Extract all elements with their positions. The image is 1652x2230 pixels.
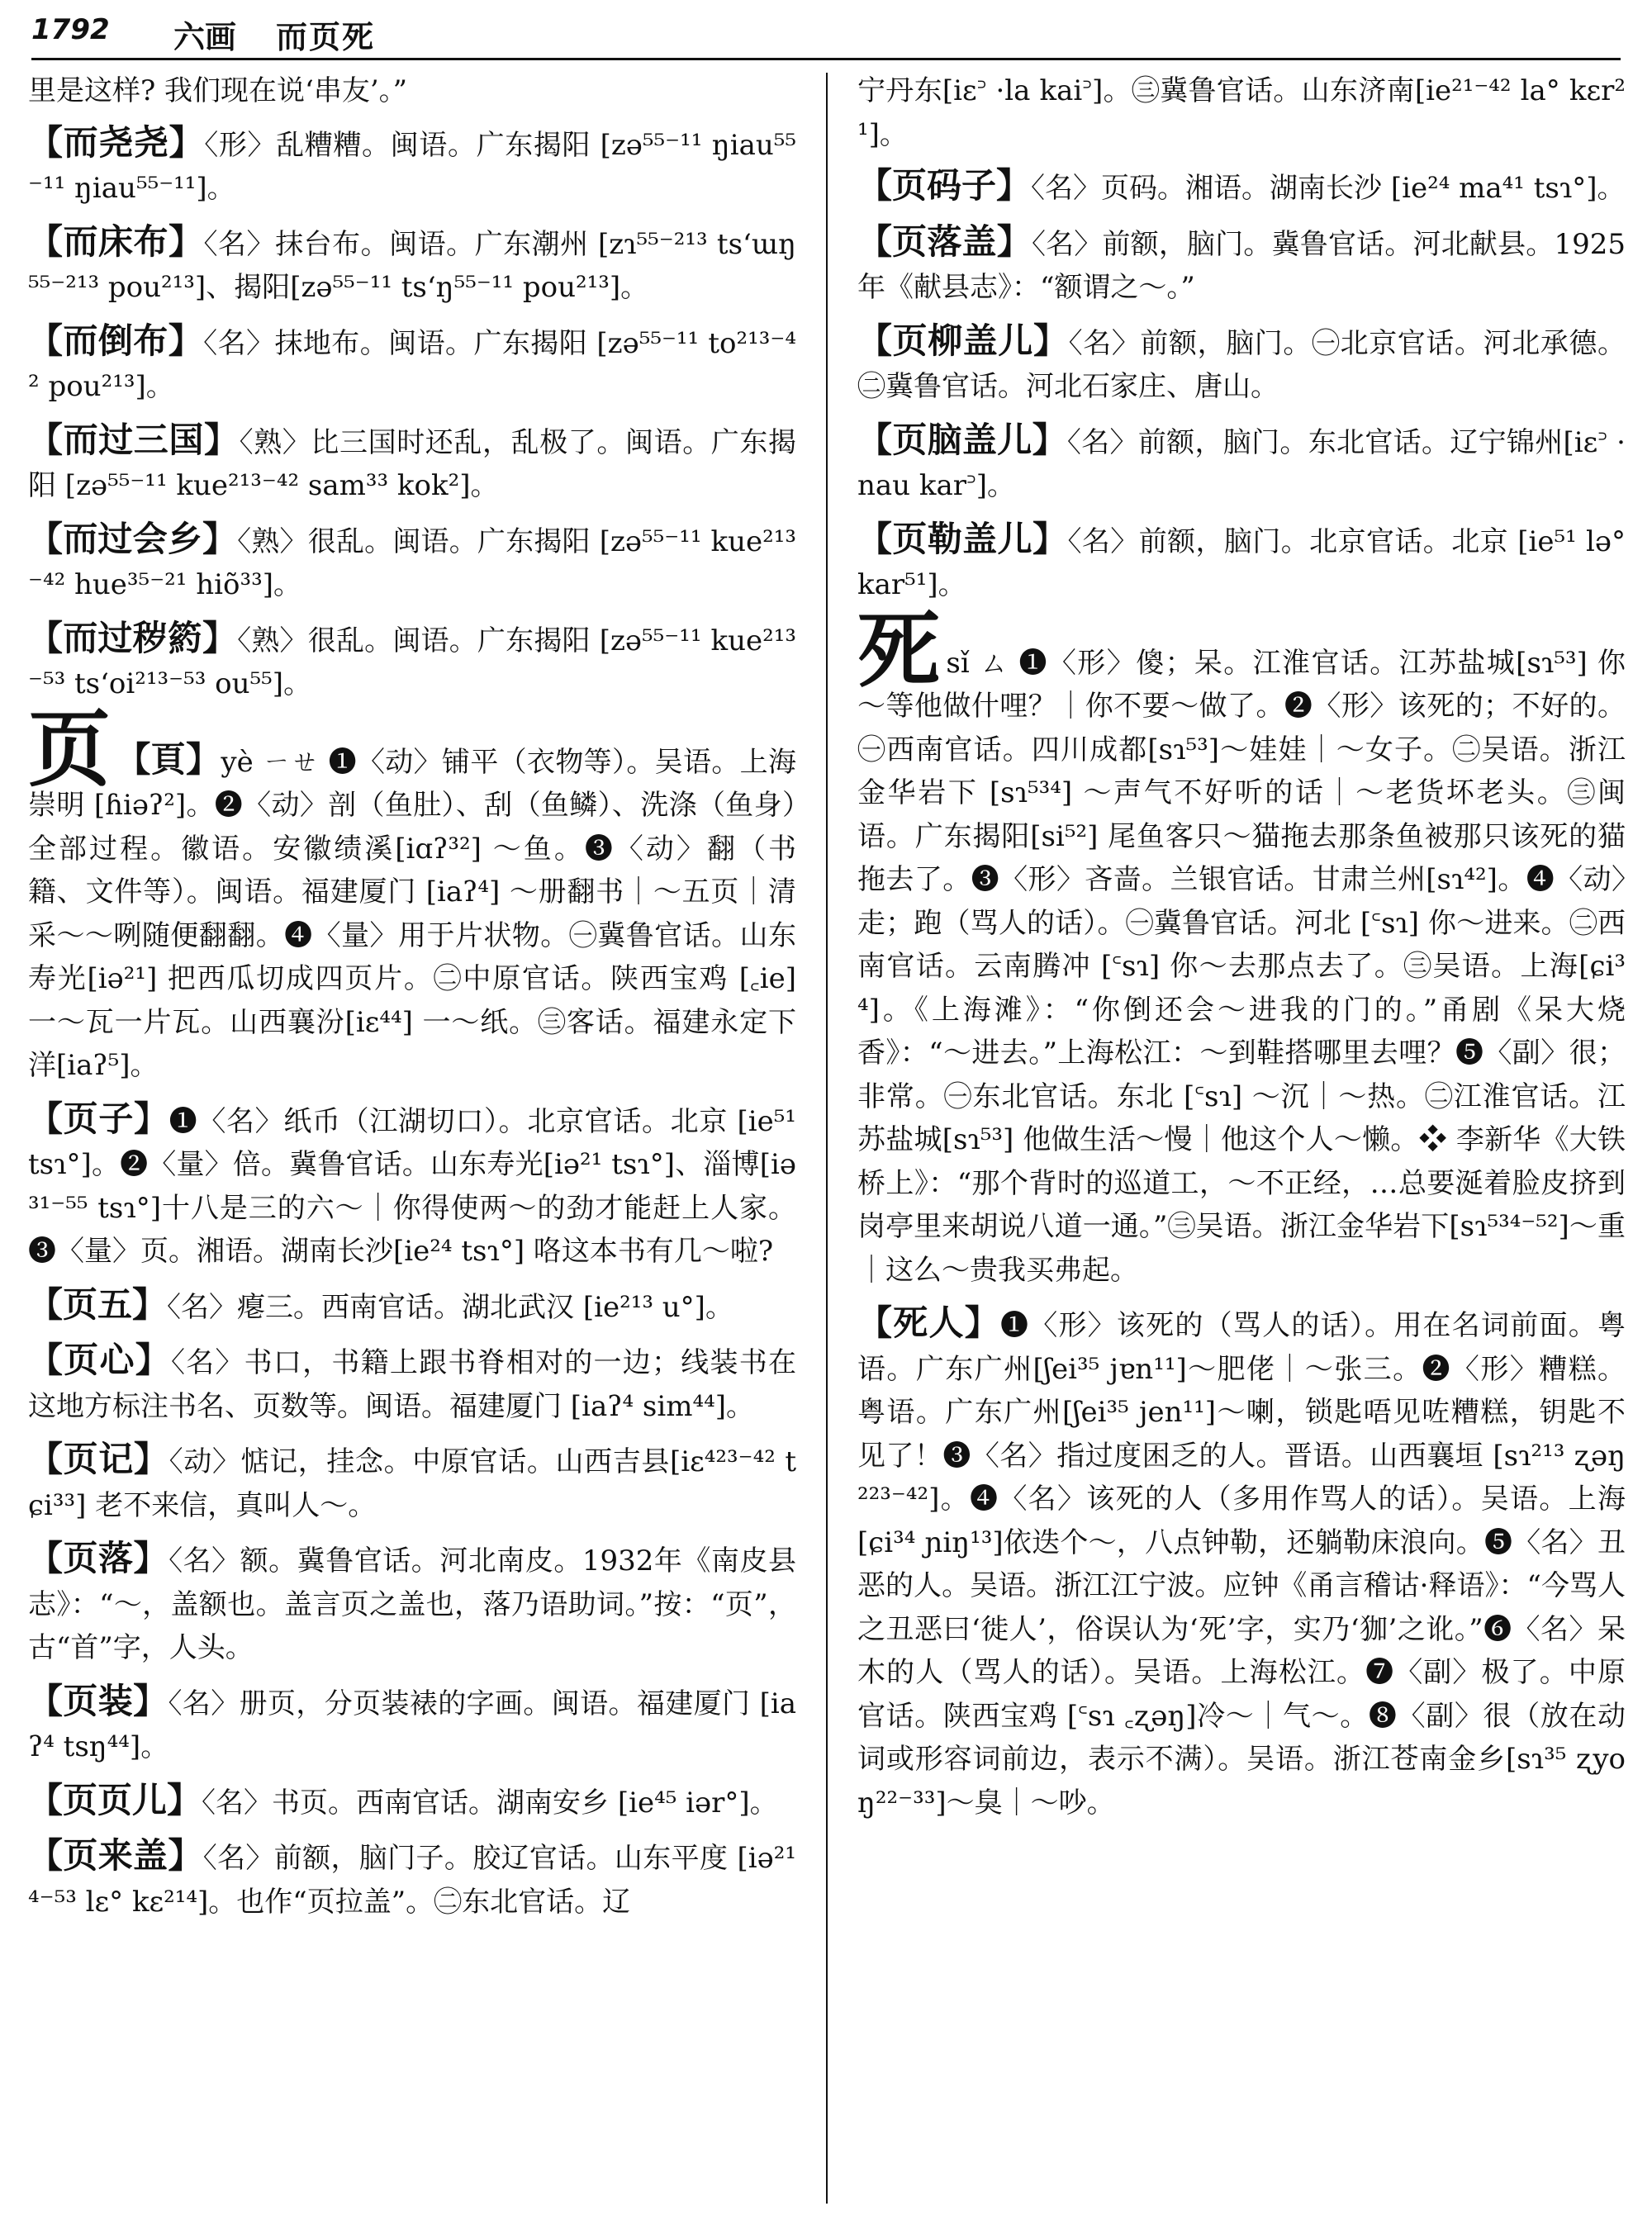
entry-headword: 【页码子】	[857, 165, 1032, 206]
entry-text: 宁丹东[iɛ꜄ ·la kai꜄]。㊂冀鲁官话。山东济南[ie²¹⁻⁴² la° kɛr²¹]。	[857, 74, 1626, 151]
entry-text: yè ㄧㄝ ❶〈动〉铺平（衣物等）。吴语。上海崇明 [ɦiəʔ²]。❷〈动〉剖（鱼肚）、刮（鱼鳞）、洗涤（鱼身）全部过程。徽语。安徽绩溪[iɑʔ³²] ～鱼。❸〈动〉翻（书籍、文件等）。闽语。福建厦门 [iaʔ⁴] ～册翻书｜～五页｜清采～～咧随便翻翻。❹〈量〉用于片状物。㊀冀鲁官话。山东寿光[iə²¹] 把西瓜切成四页片。㊁中原官话。陕西宝鸡 [꜀ie] 一～瓦一片瓦。山西襄汾[iɛ⁴⁴] 一～纸。㊂客话。福建永定下洋[iaʔ⁵]。	[28, 745, 796, 1082]
entry-text: 〈名〉前额，脑门子。胶辽官话。山东平度 [iə²¹⁴⁻⁵³ lɛ° kɛ²¹⁴]。也作“页拉盖”。㊁东北官话。辽	[28, 1842, 796, 1919]
entry-headword: 【而过三国】	[28, 419, 240, 460]
dictionary-entry	[28, 617, 796, 706]
dictionary-entry	[28, 1098, 796, 1274]
entry-text: 〈名〉前额，脑门。北京官话。北京 [ie⁵¹ lə° kar⁵¹]。	[857, 524, 1626, 601]
entry-headword: 【页脑盖儿】	[857, 419, 1067, 460]
dictionary-entry	[28, 1339, 796, 1428]
header-rule	[31, 58, 1621, 60]
entry-text: 〈名〉书口，书籍上跟书脊相对的一边；线装书在这地方标注书名、页数等。闽语。福建厦门 [iaʔ⁴ sim⁴⁴]。	[28, 1346, 796, 1423]
entry-headword: 【死人】	[857, 1302, 1000, 1343]
entry-headword: 【而倒布】	[28, 320, 204, 361]
dictionary-entry	[857, 518, 1626, 607]
character-headword: 死	[857, 600, 942, 699]
entry-range: 而页死	[276, 18, 376, 55]
entry-text: ❶〈形〉该死的（骂人的话）。用在名词前面。粤语。广东广州[ʃei³⁵ jɐn¹¹]～肥佬｜～张三。❷〈形〉糟糕。粤语。广东广州[ʃei³⁵ jen¹¹]～喇，锁匙唔见咗糟糕，钥匙不见了！❸〈名〉指过度困乏的人。晋语。山西襄垣 [sɿ²¹³ ʐəŋ²²³⁻⁴²]。❹〈名〉该死的人（多用作骂人的话）。吴语。上海[ɕi³⁴ ɲiŋ¹³]依迭个～，八点钟勒，还躺勒床浪向。❺〈名〉丑恶的人。吴语。浙江江宁波。应钟《甬言稽诂·释语》：“今骂人之丑恶曰‘徙人’，俗误认为‘死’字，实乃‘㹢’之讹。”❻〈名〉呆木的人（骂人的话）。吴语。上海松江。❼〈副〉极了。中原官话。陕西宝鸡 [꜂sɿ ꜀ʐəŋ]冷～｜气～。❽〈副〉很（放在动词或形容词前边，表示不满）。吴语。浙江苍南金乡[sɿ³⁵ ʐyoŋ²²⁻³³]～臭｜～吵。	[857, 1309, 1626, 1820]
entry-headword: 【而尧尧】	[28, 121, 205, 163]
entry-headword: 【而过秽箹】	[28, 617, 238, 658]
dictionary-entry	[28, 1283, 796, 1330]
character-entry	[857, 600, 1626, 1293]
entry-continuation	[857, 69, 1626, 156]
entry-continuation	[28, 69, 796, 113]
entry-text: 〈名〉页码。湘语。湖南长沙 [ie²⁴ ma⁴¹ tsɿ°]。	[1031, 172, 1626, 205]
character-entry	[28, 700, 796, 1088]
entry-headword: 【页装】	[28, 1680, 169, 1721]
page-header	[31, 8, 1621, 59]
entry-text: ❶〈名〉纸币（江湖切口）。北京官话。北京 [ie⁵¹ tsɿ°]。❷〈量〉倍。冀鲁官话。山东寿光[iə²¹ tsɿ°]、淄博[iə³¹⁻⁵⁵ tsɿ°]十八是三的六～｜你得使两～的劲才能赶上人家。❸〈量〉页。湘语。湖南长沙[ie²⁴ tsɿ°] 咯这本书有几～啦?	[28, 1104, 796, 1268]
entry-headword: 【页页儿】	[28, 1779, 202, 1820]
dictionary-entry	[857, 164, 1626, 211]
dictionary-entry	[857, 320, 1626, 409]
entry-text: 〈名〉抹地布。闽语。广东揭阳 [zə⁵⁵⁻¹¹ to²¹³⁻⁴² pou²¹³]。	[28, 326, 796, 403]
dictionary-entry	[857, 221, 1626, 310]
page-number: 1792	[31, 13, 110, 46]
entry-text: 里是这样? 我们现在说‘串友’。”	[28, 74, 408, 107]
entry-text: sǐ ㄙ ❶〈形〉傻；呆。江淮官话。江苏盐城[sɿ⁵³] 你～等他做什哩？｜你不要～做了。❷〈形〉该死的；不好的。㊀西南官话。四川成都[sɿ⁵³]～娃娃｜～女子。㊁吴语。浙江金华岩下 [sɿ⁵³⁴] ～声气不好听的话｜～老货坏老头。㊂闽语。广东揭阳[si⁵²] 尾鱼客只～猫拖去那条鱼被那只该死的猫拖去了。❸〈形〉吝啬。兰银官话。甘肃兰州[sɿ⁴²]。❹〈动〉走；跑（骂人的话）。㊀冀鲁官话。河北 [꜂sɿ] 你～进来。㊁西南官话。云南腾冲 [꜂sɿ] 你～去那点去了。㊂吴语。上海[ɕi³⁴]。《上海滩》：“你倒还会～进我的门的。”甬剧《呆大烧香》：“～进去。”上海松江：～到鞋搭哪里去哩？❺〈副〉很；非常。㊀东北官话。东北 [꜂sɿ] ～沉｜～热。㊁江淮官话。江苏盐城[sɿ⁵³] 他做生活～慢｜他这个人～懒。❖ 李新华《大铁桥上》：“那个背时的巡道工，～不正经，…总要涎着脸皮挤到岗亭里来胡说八道一通。”㊂吴语。浙江金华岩下[sɿ⁵³⁴⁻⁵²]～重｜这么～贵我买弗起。	[857, 646, 1626, 1287]
traditional-form: 【頁】	[116, 738, 221, 780]
dictionary-entry	[28, 1834, 796, 1924]
column-divider	[826, 73, 828, 2204]
entry-text: 〈名〉前额，脑门。东北官话。辽宁锦州[iɛ꜄ · nau kar꜄]。	[857, 425, 1626, 502]
entry-headword: 【而床布】	[28, 221, 204, 262]
left-column	[28, 69, 796, 2217]
dictionary-entry	[28, 419, 796, 508]
entry-headword: 【页柳盖儿】	[857, 320, 1069, 361]
entry-text: 〈名〉瘪三。西南官话。湖北武汉 [ie²¹³ u°]。	[167, 1290, 733, 1324]
dictionary-entry	[28, 221, 796, 310]
entry-text: 〈名〉前额，脑门。冀鲁官话。河北献县。1925年《献县志》：“额谓之～。”	[857, 227, 1626, 304]
entry-headword: 【页子】	[28, 1098, 169, 1139]
dictionary-entry	[857, 1302, 1626, 1824]
entry-text: 〈名〉抹台布。闽语。广东潮州 [zɿ⁵⁵⁻²¹³ tsʻɯŋ⁵⁵⁻²¹³ pou²¹³]、揭阳[zə⁵⁵⁻¹¹ tsʻŋ⁵⁵⁻¹¹ pou²¹³]。	[28, 227, 796, 304]
entry-headword: 【页勒盖儿】	[857, 518, 1068, 559]
dictionary-entry	[28, 518, 796, 607]
dictionary-entry	[28, 1537, 796, 1670]
right-column	[857, 69, 1626, 2217]
entry-headword: 【页落盖】	[857, 221, 1032, 262]
entry-headword: 【页心】	[28, 1340, 171, 1380]
entry-text: 〈熟〉比三国时还乱，乱极了。闽语。广东揭阳 [zə⁵⁵⁻¹¹ kue²¹³⁻⁴² sam³³ kok²]。	[28, 425, 796, 502]
dictionary-entry	[28, 1779, 796, 1825]
entry-text: 〈动〉惦记，挂念。中原官话。山西吉县[iɛ⁴²³⁻⁴² tɕi³³] 老不来信，真叫人～。	[28, 1445, 796, 1522]
entry-text: 〈熟〉很乱。闽语。广东揭阳 [zə⁵⁵⁻¹¹ kue²¹³⁻⁵³ tsʻoi²¹³⁻⁵³ ou⁵⁵]。	[28, 624, 796, 700]
entry-text: 〈熟〉很乱。闽语。广东揭阳 [zə⁵⁵⁻¹¹ kue²¹³⁻⁴² hue³⁵⁻²¹ hiõ³³]。	[28, 524, 796, 601]
entry-headword: 【页落】	[28, 1538, 169, 1578]
section-label: 六画	[173, 18, 237, 55]
entry-headword: 【页来盖】	[28, 1835, 203, 1876]
entry-headword: 【页记】	[28, 1439, 169, 1479]
entry-text: 〈名〉书页。西南官话。湖南安乡 [ie⁴⁵ iər°]。	[202, 1786, 778, 1820]
entry-text: 〈形〉乱糟糟。闽语。广东揭阳 [zə⁵⁵⁻¹¹ ŋiau⁵⁵⁻¹¹ ŋiau⁵⁵⁻¹¹]。	[28, 128, 796, 205]
entry-text: 〈名〉前额，脑门。㊀北京官话。河北承德。㊁冀鲁官话。河北石家庄、唐山。	[857, 326, 1626, 403]
entry-text: 〈名〉额。冀鲁官话。河北南皮。1932年《南皮县志》：“～，盖额也。盖言页之盖也，落乃语助词。”按：“页”，古“首”字，人头。	[28, 1544, 796, 1664]
entry-text: 〈名〉册页，分页装裱的字画。闽语。福建厦门 [iaʔ⁴ tsŋ⁴⁴]。	[28, 1687, 796, 1763]
dictionary-entry	[28, 121, 796, 211]
dictionary-entry	[28, 1680, 796, 1769]
entry-headword: 【而过会乡】	[28, 518, 238, 559]
entry-headword: 【页五】	[28, 1283, 168, 1325]
dictionary-entry	[28, 320, 796, 409]
dictionary-entry	[28, 1438, 796, 1527]
dictionary-entry	[857, 419, 1626, 508]
character-headword: 页	[28, 700, 112, 798]
